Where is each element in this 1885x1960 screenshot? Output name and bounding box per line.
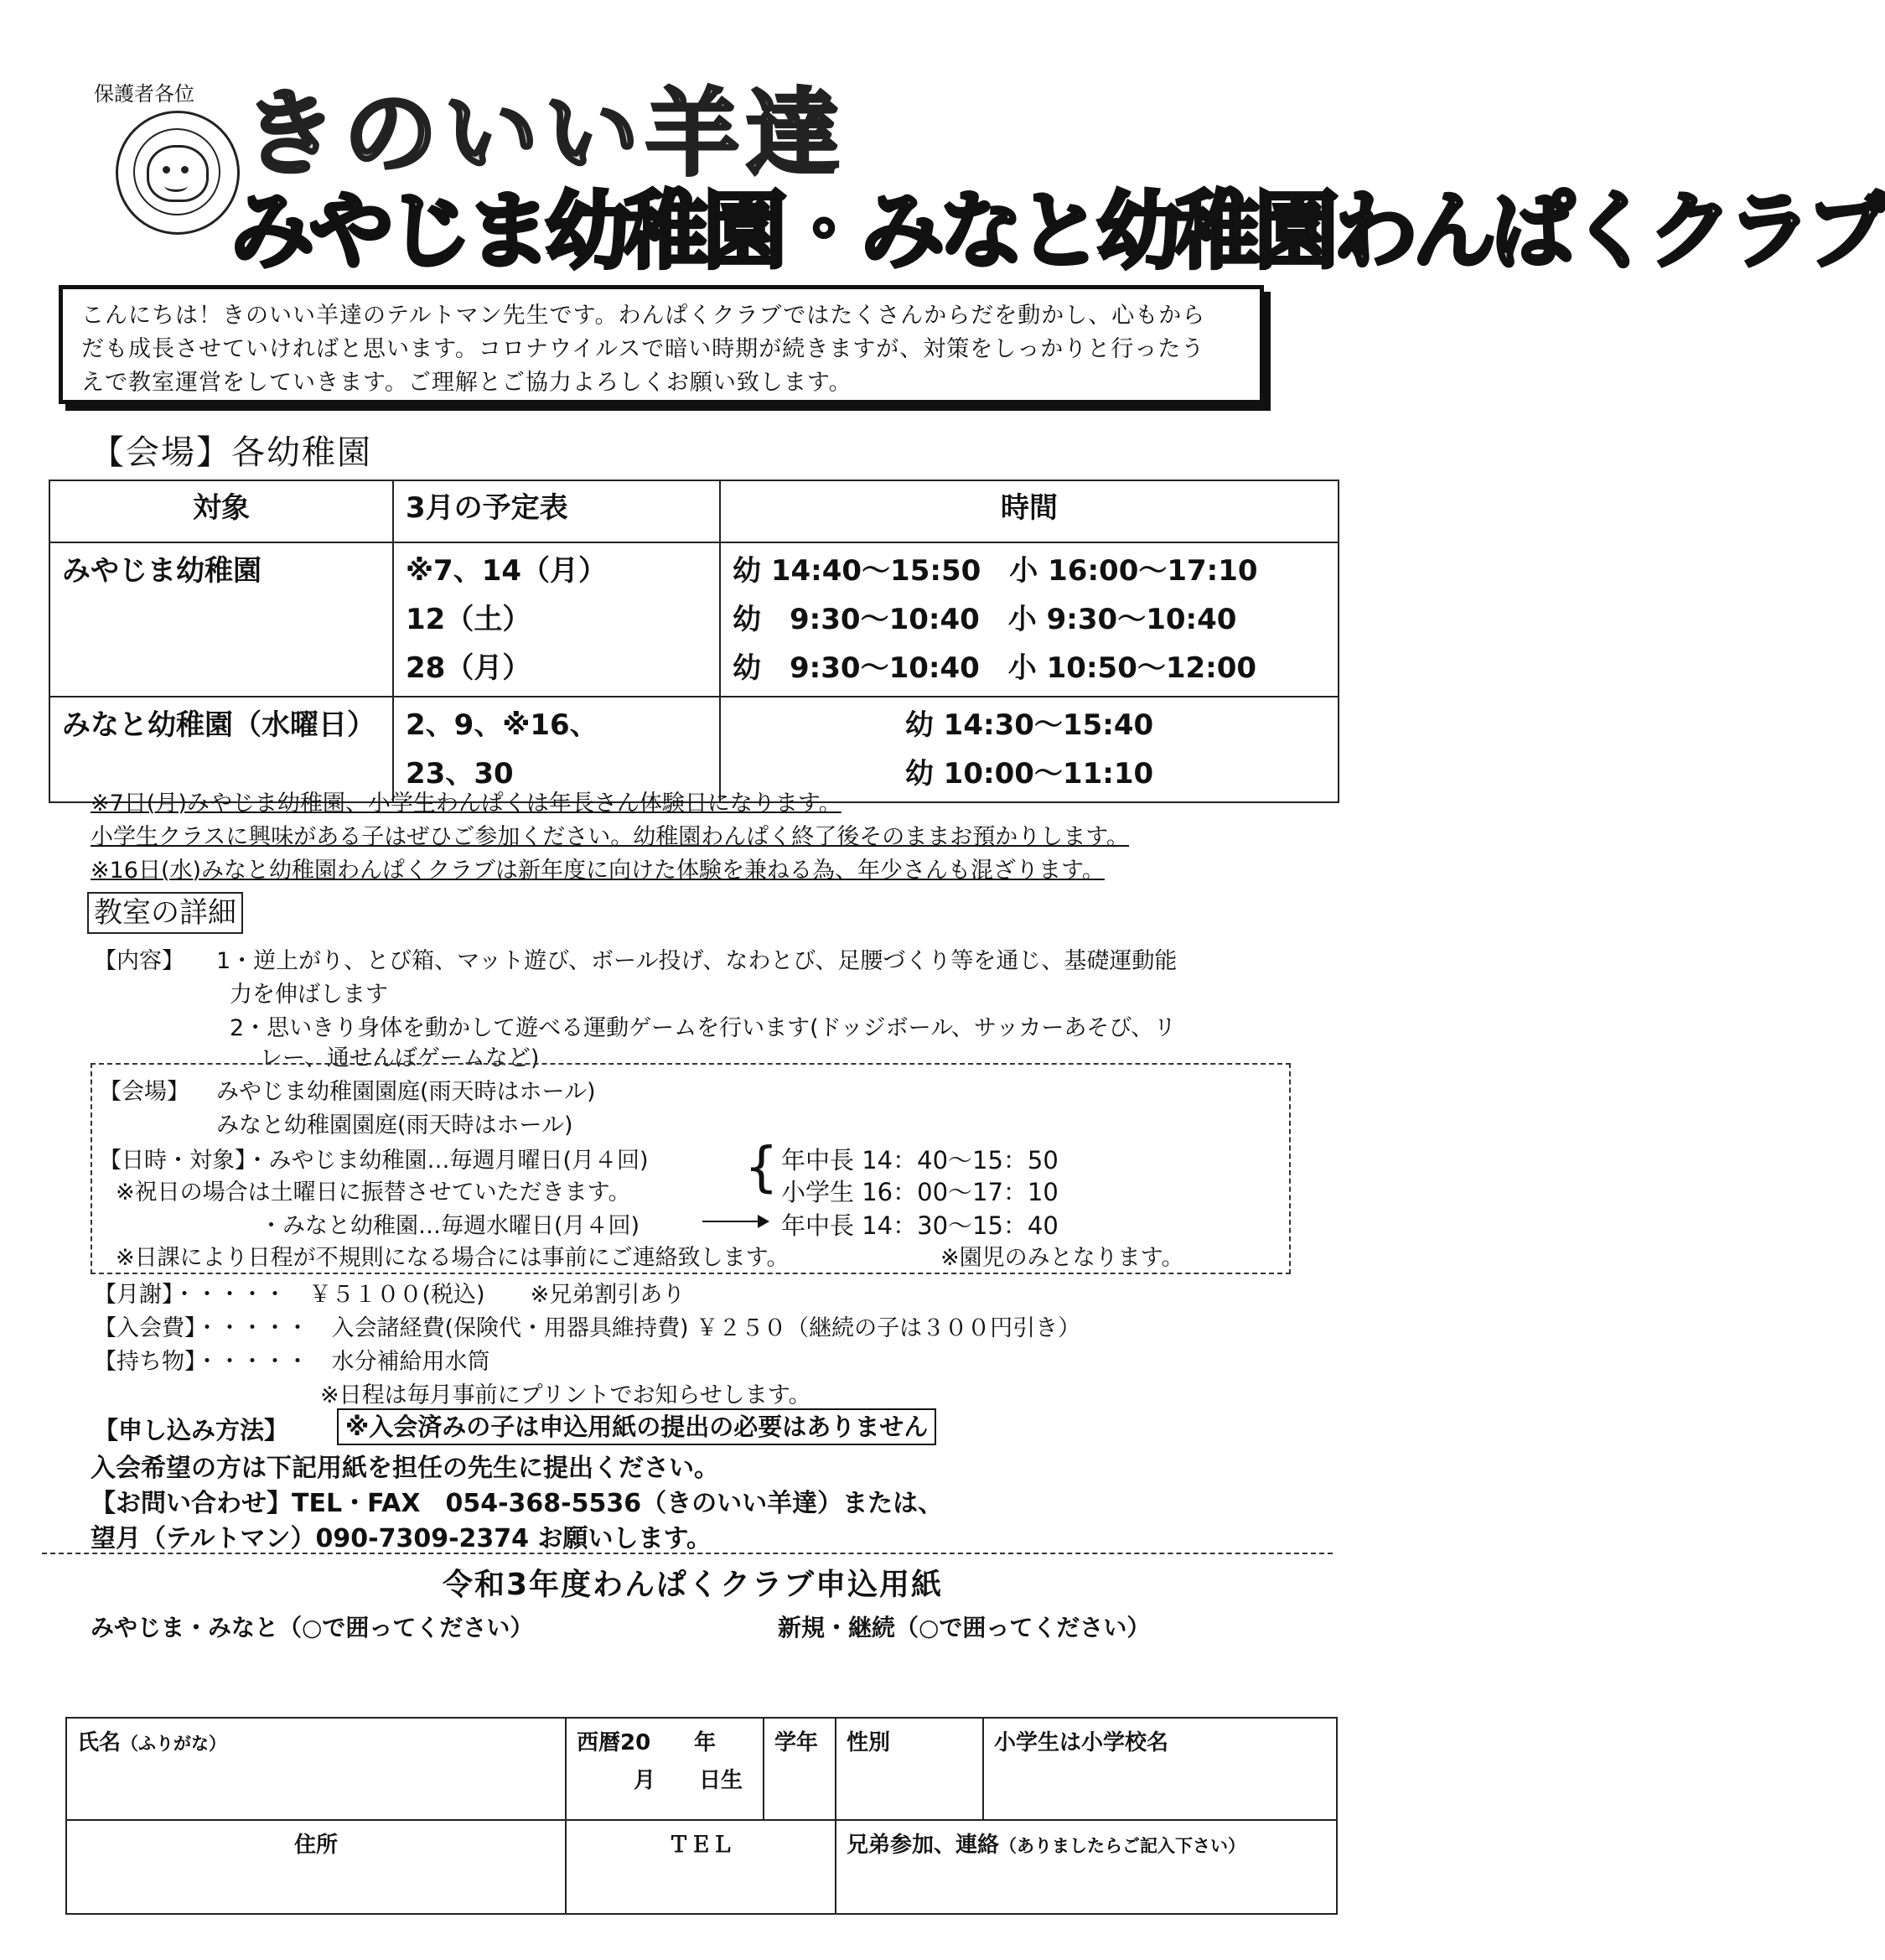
intro-line: こんにちは！きのいい羊達のテルトマン先生です。わんぱくクラブではたくさんからだを動かし、心もから <box>81 303 1206 329</box>
address-label: 住所 <box>293 1833 338 1858</box>
date-cell: 28（月） <box>406 651 531 685</box>
datetime-line: ・みなと幼稚園…毎週水曜日(月４回) <box>260 1213 640 1239</box>
intro-line: えで教室運営をしていきます。ご理解とご協力よろしくお願い致します。 <box>81 370 852 396</box>
time-cell: 幼 9:30～10:40 小 10:50～12:00 <box>733 651 1257 685</box>
venue-line: みやじま幼稚園園庭(雨天時はホール) <box>216 1079 596 1105</box>
content-line: レー、通せんぼゲームなど) <box>260 1045 540 1071</box>
note-line: 小学生クラスに興味がある子はぜひご参加ください。幼稚園わんぱく終了後そのままお預かりします。 <box>91 824 1130 850</box>
club-logo <box>116 111 240 235</box>
time-line: 小学生 16：00～17：10 <box>781 1178 1059 1206</box>
time-cell: 幼 14:40～15:50 小 16:00～17:10 <box>733 554 1258 588</box>
date-cell: ※7、14（月） <box>406 554 608 588</box>
target-minato: みなと幼稚園（水曜日） <box>62 708 375 742</box>
name-label: 氏名 <box>77 1730 122 1755</box>
club-title: きのいい羊達 <box>243 80 847 189</box>
siblings-label: 兄弟参加、連絡 <box>847 1833 1000 1858</box>
print-note: ※日程は毎月事前にプリントでお知らせします。 <box>320 1382 811 1408</box>
tel-label: ＴＥＬ <box>667 1833 733 1858</box>
school-choice: みやじま・みなと（○で囲ってください） <box>91 1614 534 1641</box>
content-line: 力を伸ばします <box>230 982 388 1008</box>
birth-field[interactable] <box>566 1718 764 1820</box>
venue-line: みなと幼稚園園庭(雨天時はホール) <box>216 1112 573 1138</box>
holiday-note: ※祝日の場合は土曜日に振替させていただきます。 <box>116 1180 631 1206</box>
date-cell: 23、30 <box>406 757 514 791</box>
address-field[interactable] <box>66 1820 566 1914</box>
type-choice: 新規・継続（○で囲ってください） <box>778 1614 1151 1641</box>
header-time: 時間 <box>720 480 1339 542</box>
note-line: ※7日(月)みやじま幼稚園、小学生わんぱくは年長さん体験日になります。 <box>91 791 842 817</box>
gender-label: 性別 <box>847 1730 891 1755</box>
schedule-table <box>49 480 1339 803</box>
apply-text: 入会希望の方は下記用紙を担任の先生に提出ください。 <box>91 1454 719 1483</box>
apply-notice: ※入会済みの子は申込用紙の提出の必要はありません <box>337 1408 936 1445</box>
siblings-sub: （ありましたらご記入下さい） <box>999 1836 1246 1856</box>
content-line: 1・逆上がり、とび箱、マット遊び、ボール投げ、なわとび、足腰づくり等を通じ、基礎運動能 <box>216 948 1178 974</box>
name-furigana: （ふりがな） <box>121 1734 227 1754</box>
content-line: 2・思いきり身体を動かして遊べる運動ゲームを行います(ドッジボール、サッカーあそび、リ <box>230 1015 1177 1041</box>
schedule-header-row <box>49 480 1339 542</box>
intro-box <box>59 285 1264 404</box>
arrow-right-icon <box>702 1221 766 1222</box>
target-miyajima: みやじま幼稚園 <box>62 554 262 588</box>
gender-field[interactable] <box>836 1718 983 1820</box>
tel-field[interactable] <box>566 1820 836 1914</box>
monthly-fee: 【月謝】・・・・・ ￥５１００(税込) ※兄弟割引あり <box>94 1282 686 1308</box>
sheep-face-icon <box>147 145 209 202</box>
time-line: 年中長 14：40～15：50 <box>781 1146 1059 1174</box>
intro-line: だも成長させていければと思います。コロナウイルスで暗い時期が続きますが、対策をしっかりと行ったう <box>81 336 1205 362</box>
date-cell: 12（土） <box>406 603 531 636</box>
note-line: ※16日(水)みなと幼稚園わんぱくクラブは新年度に向けた体験を兼ねる為、年少さんも混ざります。 <box>91 858 1105 884</box>
table-row <box>66 1718 1337 1820</box>
contact-line: 【お問い合わせ】TEL・FAX 054-368-5536（きのいい羊達）または、 <box>91 1489 944 1518</box>
time-cell: 幼 10:00～11:10 <box>904 757 1154 791</box>
entry-fee: 【入会費】・・・・・ 入会諸経費(保険代・用器具維持費) ￥２５０（継続の子は３００円引き） <box>94 1315 1081 1341</box>
contact-line: 望月（テルトマン）090-7309-2374 お願いします。 <box>91 1524 712 1553</box>
cut-line <box>42 1553 1333 1554</box>
intro-text <box>81 299 1246 400</box>
venue-heading: 【会場】各幼稚園 <box>91 433 372 472</box>
school-label: 小学生は小学校名 <box>994 1730 1169 1755</box>
table-row <box>49 542 1339 697</box>
venue-label: 【会場】 <box>99 1079 189 1105</box>
date-cell: 2、9、※16、 <box>406 708 598 742</box>
siblings-field[interactable] <box>836 1820 1337 1914</box>
table-row <box>66 1820 1337 1914</box>
club-subtitle: みやじま幼稚園・みなと幼稚園わんぱくクラブ <box>230 182 1885 280</box>
belongings: 【持ち物】・・・・・ 水分補給用水筒 <box>94 1349 490 1375</box>
content-label: 【内容】 <box>94 948 184 974</box>
kids-only-note: ※園児のみとなります。 <box>940 1245 1184 1271</box>
application-table <box>65 1717 1338 1915</box>
datetime-line: 【日時・対象】・みやじま幼稚園…毎週月曜日(月４回) <box>99 1148 649 1174</box>
grade-label: 学年 <box>774 1730 819 1755</box>
name-field[interactable] <box>66 1718 566 1820</box>
schedule-note: ※日課により日程が不規則になる場合には事前にご連絡致します。 <box>116 1245 790 1271</box>
brace-icon: { <box>744 1137 779 1199</box>
birth-date: 月 日生 <box>634 1768 743 1793</box>
time-cell: 幼 14:30～15:40 <box>904 708 1154 742</box>
time-cell: 幼 9:30～10:40 小 9:30～10:40 <box>733 603 1237 636</box>
header-dates: 3月の予定表 <box>393 480 720 542</box>
time-line: 年中長 14：30～15：40 <box>781 1211 1059 1240</box>
header-target: 対象 <box>49 480 393 542</box>
apply-label: 【申し込み方法】 <box>94 1416 289 1444</box>
recipient-label: 保護者各位 <box>94 82 194 106</box>
form-title: 令和3年度わんぱくクラブ申込用紙 <box>442 1568 944 1602</box>
school-field[interactable] <box>983 1718 1337 1820</box>
birth-year: 西暦20 年 <box>577 1730 717 1755</box>
details-heading: 教室の詳細 <box>87 892 243 934</box>
grade-field[interactable] <box>764 1718 836 1820</box>
